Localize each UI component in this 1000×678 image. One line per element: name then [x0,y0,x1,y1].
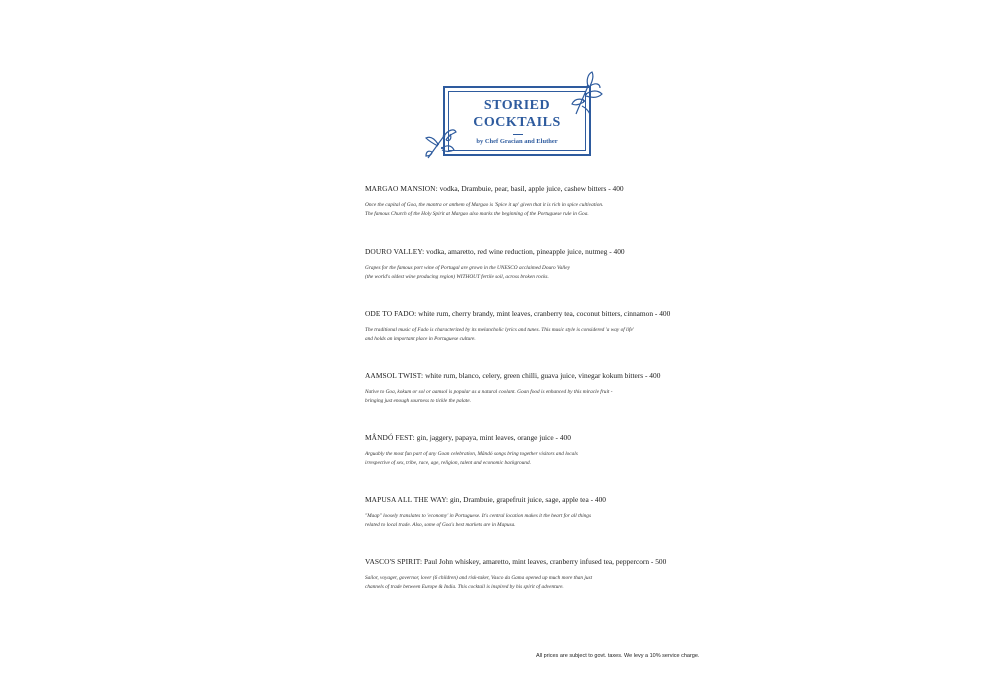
menu-item [365,247,725,281]
cocktail-ingredients: white rum, blanco, celery, green chilli, guava juice, vinegar kokum bitters - 400 [423,371,661,380]
cocktail-description: Once the capital of Goa, the mantra or anthem of Margao is 'Spice it up' given that it is rich in spice cultivation. The famous Church of the Holy Spirit at Margao also marks the beginning of the Portuguese rule in Goa. [365,202,604,217]
cocktail-ingredients: gin, Drambuie, grapefruit juice, sage, apple tea - 400 [448,495,606,504]
cocktail-description: Arguably the most fun part of any Goan celebration, Mândó songs bring together visitors and locals irrespective of sex, tribe, race, age, religion, talent and economic background. [365,451,578,466]
floral-ornament-left-icon [424,122,458,162]
cocktail-name: VASCO'S SPIRIT: [365,557,423,566]
cocktail-name: MARGAO MANSION: [365,184,438,193]
cocktail-name: MÂNDÓ FEST: [365,433,415,442]
menu-item [365,184,725,218]
cocktail-ingredients: vodka, amaretto, red wine reduction, pineapple juice, nutmeg - 400 [424,247,625,256]
cocktail-ingredients: gin, jaggery, papaya, mint leaves, orange juice - 400 [414,433,571,442]
cocktail-ingredients: vodka, Drambuie, pear, basil, apple juice, cashew bitters - 400 [437,184,624,193]
menu-item [365,433,725,467]
cocktail-description: Native to Goa, kokum or sol or aamsol is popular as a natural coolant. Goan food is enhanced by this miracle fruit - bringing just enough sourness to tickle the palate. [365,389,613,404]
menu-item [365,557,725,591]
title-divider [513,134,523,135]
menu-item [365,309,725,343]
service-charge-note: All prices are subject to govt. taxes. We levy a 10% service charge. [536,653,700,659]
cocktail-description: Sailor, voyager, governor, lover (6 children) and risk-taker, Vasco da Gama opened up much more than just channels of trade between Europe & India. This cocktail is inspired by his spirit of adventure. [365,575,593,590]
cocktail-description: Grapes for the famous port wine of Portugal are grown in the UNESCO acclaimed Douro Valley (the world's oldest wine producing region) WITHOUT fertile soil, across broken rocks. [365,265,570,280]
cocktail-ingredients: white rum, cherry brandy, mint leaves, cranberry tea, coconut bitters, cinnamon - 400 [416,309,671,318]
menu-title-box [443,86,591,156]
menu-title-line2: COCKTAILS [473,115,561,130]
menu-byline: by Chef Gracian and Eluther [476,138,558,145]
cocktail-name: AAMSOL TWIST: [365,371,424,380]
menu-item [365,371,725,405]
cocktail-name: MAPUSA ALL THE WAY: [365,495,449,504]
floral-ornament-right-icon [570,70,604,116]
cocktail-description: "Maap" loosely translates to 'economy' in Portuguese. It's central location makes it the heart for all things related to local trade. Also, some of Goa's best markets are in Mapusa. [365,513,592,528]
menu-item [365,495,725,529]
cocktail-name: ODE TO FADO: [365,309,417,318]
cocktail-name: DOURO VALLEY: [365,247,425,256]
menu-title-line1: STORIED [483,98,551,113]
cocktail-description: The traditional music of Fado is characterized by its melancholic lyrics and tunes. This music style is considered 'a way of life' and holds an important place in Portuguese culture. [365,327,634,342]
cocktail-ingredients: Paul John whiskey, amaretto, mint leaves, cranberry infused tea, peppercorn - 500 [422,557,667,566]
